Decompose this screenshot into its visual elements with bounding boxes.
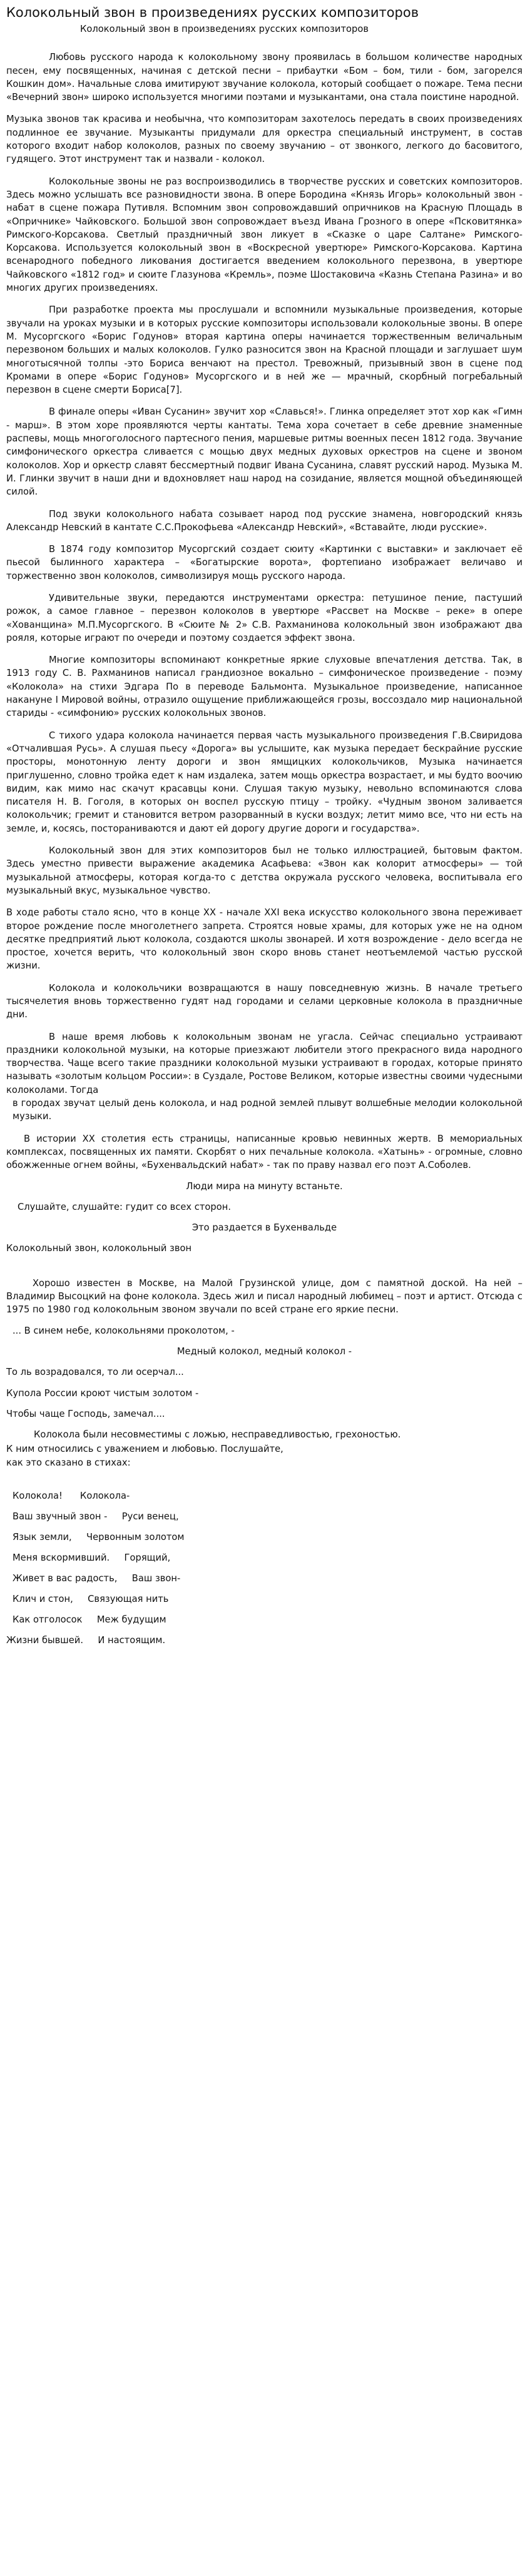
paragraph-14: В наше время любовь к колокольным звонам не угасла. Сейчас специально устраивают праздники колокольной музыки, на которые приезжают любители этого прекрасного вида народного творчества. Чаще всего такие праздники колокольной музыки устраивают в городах, которые принято называть «золотым кольцом России»: в Суздале, Ростове Великом, которые известны своими чудесными колоколами. Тогда bbox=[6, 1031, 522, 1095]
paragraph-9: Многие композиторы вспоминают конкретные яркие слуховые впечатления детства. Так, в 1913 году С. В. Рахманинов написал грандиозное вокально – симфоническое произведение - поэму «Колокола» на стихи Эдгара По в переводе Бальмонта. Музыкальное произведение, написанное накануне I Мировой войны, отразило ощущение приближающейся грозы, воссоздало мир национальной стариды - «симфонию» русских колокольных звонов. bbox=[6, 655, 522, 719]
paragraph-17: Хорошо известен в Москве, на Малой Грузинской улице, дом с памятной доской. На ней – Владимир Высоцкий на фоне колокола. Здесь жил и писал народный любимец – поэт и артист. Отсюда с 1975 по 1980 год колокольным звоном звучали по всей стране его яркие песни. bbox=[6, 1277, 522, 1316]
verse-line-5: ... В синем небе, колокольнями проколотом, - bbox=[13, 1325, 235, 1336]
paragraph-5: В финале оперы «Иван Сусанин» звучит хор «Славься!». Глинка определяет этот хор как «Гимн - марш». В этом хоре проявляются черты кантаты. Тема хора сочетает в себе древние знаменные распевы, мощь многоголосного партесного пения, маршевые ритмы военных песен 1812 года. Звучание симфонического оркестра сливается с мощью двух медных духовых оркестров на сцене и звоном колоколов. Хор и оркестр славят бессмертный подвиг Ивана Сусанина, славят русский народ. Музыка М. И. Глинки звучит в наши дни и вдохновляет наш народ на созидание, является мощной объединяющей силой. bbox=[6, 406, 522, 498]
verse-line-6: Медный колокол, медный колокол - bbox=[176, 1346, 352, 1357]
verse-line-10: Колокола были несовместимы с ложью, несправедливостью, грехоностью. bbox=[34, 1429, 401, 1441]
paragraph-8: Удивительные звуки, передаются инструментами оркестра: петушиное пение, пастуший рожок, а самое главное – перезвон колоколов в увертюре «Рассвет на Москве – реке» в опере «Хованщина» М.П.Мусоргского. В «Сюите № 2» С.В. Рахманинова колокольный звон изображают два рояля, которые играют по очереди и поэтому создается эффект звона. bbox=[6, 592, 522, 643]
document-subtitle: Колокольный звон в произведениях русских композиторов bbox=[80, 24, 369, 34]
verse-line-4: Колокольный звон, колокольный звон bbox=[6, 1243, 192, 1254]
paragraph-1: Любовь русского народа к колокольному звону проявилась в большом количестве народных песен, ему посвященных, начиная с детской песни – прибаутки «Бом – бом, тили - бом, загорелся Кошкин дом». Начальные слова имитируют звучание колокола, который сообщает о пожаре. Тема песни «Вечерний звон» широко используется многими поэтами и музыкантами, она стала поистине народной. bbox=[6, 52, 522, 103]
poem-line-7: Как отголосок Меж будущим bbox=[13, 1614, 166, 1626]
verse-line-9: Чтобы чаще Господь, замечал.... bbox=[6, 1408, 165, 1419]
verse-line-3: Это раздается в Бухенвальде bbox=[191, 1222, 337, 1234]
paragraph-10: С тихого удара колокола начинается первая часть музыкального произведения Г.В.Свиридова «Отчалившая Русь». А слушая пьесу «Дорога» вы услышите, как музыка передает бескрайние русские просторы, монотонную ленту дороги и звон ямщицких колокольчиков, Музыка начинается приглушенно, словно тройка едет к нам издалека, затем мощь оркестра возрастает, и мы будто воочию видим, как мимо нас скачут красавцы кони. Слушая такую музыку, невольно вспоминаются слова писателя Н. В. Гоголя, в которых он воспел русскую птицу – тройку. «Чудным звоном заливается колокольчик; гремит и становится ветром разорванный в куски воздух; летит мимо все, что ни есть на земле, и, косясь, постораниваются и дают ей дорогу другие дороги и государства». bbox=[6, 730, 522, 834]
poem-line-4: Меня вскормивший. Горящий, bbox=[13, 1552, 171, 1564]
poem-line-1: Колокола! Колокола- bbox=[13, 1491, 130, 1502]
paragraph-11: Колокольный звон для этих композиторов был не только иллюстрацией, бытовым фактом. Здесь уместно привести выражение академика Асафьева: «Звон как колорит атмосферы» — той музыкальной атмосферы, которая когда-то с детства окружала русского человека, воспитывала его музыкальный вкус, музыкальное чувство. bbox=[6, 845, 522, 896]
paragraph-3: Колокольные звоны не раз воспроизводились в творчестве русских и советских композиторов. Здесь можно услышать все разновидности звона. В опере Бородина «Князь Игорь» колокольный звон - набат в сцене пожара Путивля. Вспомним звон сопровождавший опричников на Красную Площадь в «Опричнике» Чайковского. Большой звон сопровождает въезд Ивана Грозного в опере «Псковитянка» Римского-Корсакова. Светлый праздничный звон ликует в «Сказке о царе Салтане» Римского-Корсакова. Используется колокольный звон в «Воскресной увертюре» Римского-Корсакова. Картина всенародного победного ликования достигается введением колокольного перезвона, в увертюре Чайковского «1812 год» и сюите Глазунова «Кремль», поэме Шостаковича «Казнь Степана Разина» и во многих других произведениях. bbox=[6, 176, 522, 294]
paragraph-13: Колокола и колокольчики возвращаются в нашу повседневную жизнь. В начале третьего тысячелетия вновь торжественно гудят над городами и селами церковные колокола в праздничные дни. bbox=[6, 982, 522, 1020]
poem-line-6: Клич и стон, Связующая нить bbox=[13, 1594, 169, 1605]
paragraph-15: в городах звучат целый день колокола, и над родной землей плывут волшебные мелодии колокольной музыки. bbox=[13, 1098, 522, 1122]
poem bbox=[6, 1488, 522, 1648]
poem-line-8: Жизни бывшей. И настоящим. bbox=[6, 1635, 166, 1646]
verse-line-11: К ним относились с уважением и любовью. Послушайте, как это сказано в стихах: bbox=[6, 1444, 283, 1468]
paragraph-12: В ходе работы стало ясно, что в конце XX - начале XXI века искусство колокольного звона переживает второе рождение после многолетнего запрета. Строятся новые храмы, для которых уже не на одном десятке предприятий льют колокола, создаются школы звонарей. И хотя возрождение - дело всегда не простое, хочется верить, что колокольный звон скоро вновь станет неотъемлемой частью русской жизни. bbox=[6, 907, 522, 972]
paragraph-7: В 1874 году композитор Мусоргский создает сюиту «Картинки с выставки» и заключает её пьесой былинного характера – «Богатырские ворота», фортепиано изображает величаво и торжественно звон колоколов, символизируя мощь русского народа. bbox=[6, 544, 522, 581]
poem-line-5: Живет в вас радость, Ваш звон- bbox=[13, 1573, 181, 1584]
paragraph-16: В истории XX столетия есть страницы, написанные кровью невинных жертв. В мемориальных комплексах, посвященных их памяти. Скорбят о них печальные колокола. «Хатынь» - огромные, словно обожженные огнем войны, «Бухенвальдский набат» - так по праву назвал его поэт А.Соболев. bbox=[6, 1133, 522, 1171]
verse-line-2: Слушайте, слушайте: гудит со всех сторон. bbox=[18, 1201, 231, 1212]
verse-line-1: Люди мира на минуту встаньте. bbox=[186, 1180, 343, 1192]
poem-line-2: Ваш звучный звон - Руси венец, bbox=[13, 1511, 179, 1522]
poem-line-3: Язык земли, Червонным золотом bbox=[13, 1532, 185, 1543]
paragraph-2: Музыка звонов так красива и необычна, что композиторам захотелось передать в своих произведениях подлинное ее звучание. Музыканты придумали для оркестра специальный инструмент, в состав которого входит набор колоколов, разных по своему звучанию – от звонкого, легкого до басовитого, гудящего. Этот инструмент так и назвали - колокол. bbox=[6, 114, 522, 165]
paragraph-6: Под звуки колокольного набата созывает народ под русские знамена, новгородский князь Александр Невский в кантате С.С.Прокофьева «Александр Невский», «Вставайте, люди русские». bbox=[6, 508, 522, 533]
verse-line-8: Купола России кроют чистым золотом - bbox=[6, 1387, 199, 1399]
page-title: Колокольный звон в произведениях русских композиторов bbox=[6, 5, 419, 20]
paragraph-4: При разработке проекта мы прослушали и вспомнили музыкальные произведения, которые звучали на уроках музыки и в которых русские композиторы использовали колокольные звоны. В опере М. Мусоргского «Борис Годунов» вторая картина оперы начинается торжественным величальным перезвоном больших и малых колоколов. Гулко разносится звон на Красной площади и заглушает шум многотысячной толпы -это Бориса венчают на престол. Тревожный, призывный звон в сцене под Кромами в опере «Борис Годунов» Мусоргского и в ней же — мрачный, скорбный погребальный перезвон в сцене смерти Бориса[7]. bbox=[6, 304, 522, 396]
verse-line-7: То ль возрадовался, то ли осерчал... bbox=[6, 1367, 184, 1378]
